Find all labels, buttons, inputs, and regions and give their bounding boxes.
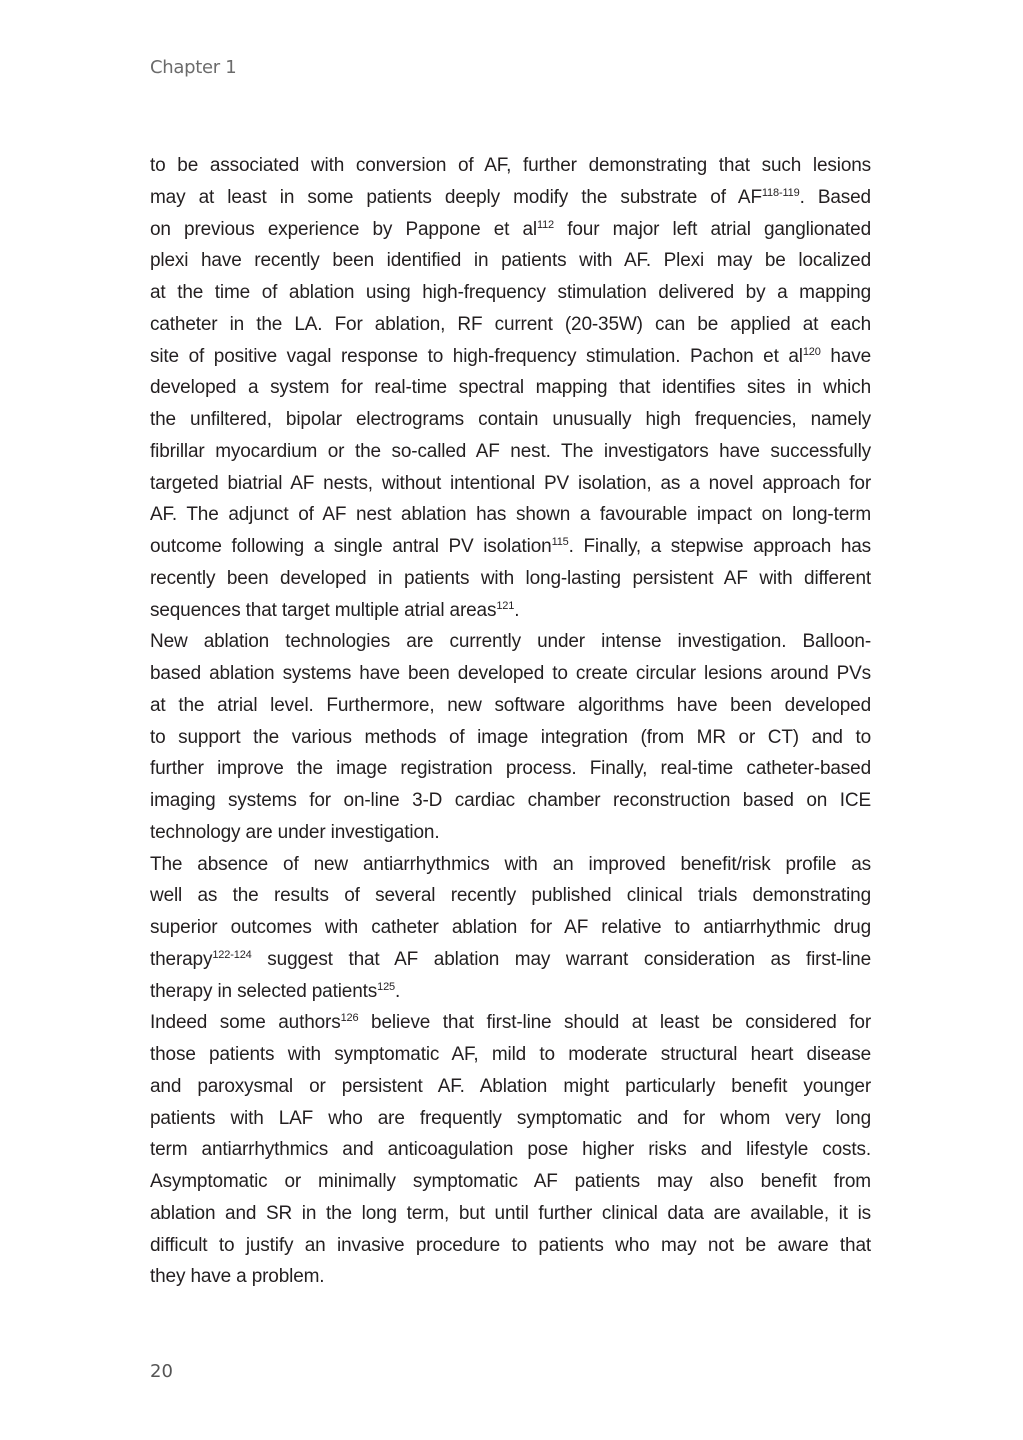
text-line — [150, 690, 871, 722]
line-text: AF. The adjunct of AF nest ablation has shown a favourable impact on long-term — [150, 504, 871, 526]
text-line — [150, 753, 871, 785]
paragraph — [150, 150, 871, 626]
line-text: Asymptomatic or minimally symptomatic AF patients may also benefit from — [150, 1171, 871, 1192]
text-line — [150, 722, 871, 754]
text-line — [150, 531, 871, 563]
text-line — [150, 245, 871, 277]
line-text: outcome following a single antral PV isolation — [150, 536, 552, 557]
line-text-after: believe that first-line should at least be considered for — [358, 1012, 871, 1034]
line-text: Indeed some authors — [150, 1012, 341, 1034]
line-text: further improve the image registration process. Finally, real-time catheter-based — [150, 758, 871, 780]
page-number: 20 — [150, 1361, 173, 1382]
text-line — [150, 214, 871, 246]
line-text: patients with LAF who are frequently symptomatic and for whom very long — [150, 1107, 871, 1129]
line-text: at the atrial level. Furthermore, new software algorithms have been developed — [150, 694, 871, 716]
text-line — [150, 1261, 871, 1293]
line-text: fibrillar myocardium or the so-called AF nest. The investigators have successfully — [150, 440, 871, 462]
paragraph — [150, 849, 871, 1008]
citation-superscript: 125 — [377, 980, 396, 993]
text-line — [150, 849, 871, 881]
line-text: at the time of ablation using high-frequency stimulation delivered by a mapping — [150, 282, 871, 303]
text-line — [150, 880, 871, 912]
line-text: to support the various methods of image integration (from MR or CT) and to — [150, 726, 871, 748]
line-text: the unfiltered, bipolar electrograms contain unusually high frequencies, namely — [150, 409, 871, 430]
line-text-after: have — [820, 345, 871, 367]
line-text-after: . Finally, a stepwise approach has — [568, 536, 872, 557]
line-text: based ablation systems have been developed to create circular lesions around PVs — [150, 663, 871, 684]
text-line — [150, 1198, 871, 1230]
text-line — [150, 1166, 871, 1198]
line-text: New ablation technologies are currently under intense investigation. Balloon- — [150, 631, 871, 653]
text-line — [150, 182, 871, 214]
line-text: sequences that target multiple atrial areas — [150, 599, 497, 621]
text-line — [150, 1134, 871, 1166]
text-line — [150, 404, 871, 436]
text-line — [150, 309, 871, 341]
line-text: superior outcomes with catheter ablation for AF relative to antiarrhythmic drug — [150, 917, 871, 938]
citation-superscript: 126 — [340, 1012, 359, 1025]
text-line — [150, 1039, 871, 1071]
line-text-after: . — [395, 980, 401, 1002]
text-line — [150, 595, 871, 627]
paragraph — [150, 626, 871, 848]
line-text: term antiarrhythmics and anticoagulation pose higher risks and lifestyle costs. — [150, 1139, 871, 1161]
line-text: imaging systems for on-line 3-D cardiac chamber reconstruction based on ICE — [150, 790, 871, 811]
line-text: difficult to justify an invasive procedure to patients who may not be aware that — [150, 1234, 871, 1256]
text-line — [150, 468, 871, 500]
text-line — [150, 563, 871, 595]
line-text: those patients with symptomatic AF, mild to moderate structural heart disease — [150, 1044, 871, 1065]
line-text-after: . — [514, 599, 520, 621]
paragraph — [150, 1007, 871, 1293]
text-line — [150, 499, 871, 531]
line-text: they have a problem. — [150, 1266, 325, 1288]
text-line — [150, 785, 871, 817]
citation-superscript: 120 — [802, 345, 821, 358]
citation-superscript: 122-124 — [212, 948, 252, 961]
line-text: The absence of new antiarrhythmics with an improved benefit/risk profile as — [150, 853, 871, 875]
line-text: well as the results of several recently published clinical trials demonstrating — [150, 885, 871, 907]
text-line — [150, 436, 871, 468]
line-text: therapy in selected patients — [150, 980, 378, 1002]
line-text: to be associated with conversion of AF, further demonstrating that such lesions — [150, 155, 871, 176]
text-line — [150, 658, 871, 690]
citation-superscript: 112 — [536, 218, 555, 231]
line-text: and paroxysmal or persistent AF. Ablation might particularly benefit younger — [150, 1075, 871, 1097]
text-line — [150, 1103, 871, 1135]
line-text: targeted biatrial AF nests, without intentional PV isolation, as a novel approach for — [150, 472, 871, 494]
citation-superscript: 118-119 — [761, 186, 800, 199]
body-text — [150, 150, 871, 1293]
text-line — [150, 150, 871, 182]
text-line — [150, 912, 871, 944]
text-line — [150, 341, 871, 373]
line-text-after: suggest that AF ablation may warrant consideration as first-line — [251, 948, 871, 970]
line-text: ablation and SR in the long term, but until further clinical data are available, it is — [150, 1202, 871, 1224]
line-text: plexi have recently been identified in patients with AF. Plexi may be localized — [150, 250, 871, 272]
running-header: Chapter 1 — [150, 57, 237, 78]
line-text: therapy — [150, 948, 213, 970]
line-text: developed a system for real-time spectral mapping that identifies sites in which — [150, 377, 871, 399]
line-text: site of positive vagal response to high-frequency stimulation. Pachon et al — [150, 345, 803, 367]
line-text-after: . Based — [799, 186, 871, 208]
line-text: may at least in some patients deeply modify the substrate of AF — [150, 186, 762, 208]
citation-superscript: 115 — [551, 536, 569, 548]
line-text: catheter in the LA. For ablation, RF current (20-35W) can be applied at each — [150, 313, 871, 335]
line-text: technology are under investigation. — [150, 821, 440, 843]
text-line — [150, 372, 871, 404]
line-text: recently been developed in patients with long-lasting persistent AF with different — [150, 567, 871, 589]
text-line — [150, 1007, 871, 1039]
text-line — [150, 1071, 871, 1103]
text-line — [150, 1230, 871, 1262]
line-text-after: four major left atrial ganglionated — [554, 218, 871, 240]
text-line — [150, 277, 871, 309]
text-line — [150, 976, 871, 1008]
text-line — [150, 817, 871, 849]
line-text: on previous experience by Pappone et al — [150, 218, 537, 240]
text-line — [150, 944, 871, 976]
text-line — [150, 626, 871, 658]
citation-superscript: 121 — [496, 599, 515, 612]
